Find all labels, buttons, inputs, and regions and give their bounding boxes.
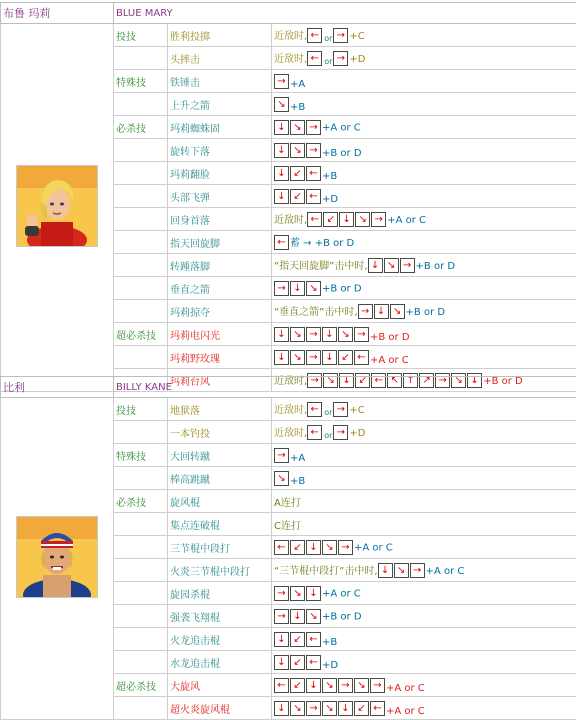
arrow-down-icon: ↓: [274, 120, 289, 135]
command-suffix: +A or C: [322, 588, 361, 599]
arrow-right-icon: →: [371, 212, 386, 227]
or-text: or: [324, 57, 332, 66]
billy-kane-portrait-icon: [17, 517, 97, 597]
arrow-down-icon: ↓: [339, 373, 354, 388]
arrow-right-icon: →: [306, 701, 321, 716]
arrow-right-icon: →: [333, 51, 348, 66]
arrow-down-icon: ↓: [306, 586, 321, 601]
character-header-row: [1, 377, 576, 398]
move-command: [272, 513, 576, 536]
arrow-down-left-icon: ↙: [355, 373, 370, 388]
or-text: or: [324, 408, 332, 417]
command-prefix: C连打: [274, 521, 301, 532]
move-command: [272, 208, 576, 231]
move-category: [114, 185, 168, 208]
arrow-down-icon: ↓: [290, 281, 305, 296]
move-category: 特殊技: [114, 70, 168, 93]
arrow-down-icon: ↓: [322, 350, 337, 365]
arrow-down-right-icon: ↘: [290, 586, 305, 601]
arrow-right-icon: →: [333, 28, 348, 43]
arrow-down-right-icon: ↘: [274, 97, 289, 112]
portrait-frame: [16, 165, 98, 247]
move-name: 棒高跳蹴: [168, 467, 272, 490]
command-suffix: +B: [322, 637, 337, 648]
portrait-frame: [16, 516, 98, 598]
move-command: [272, 231, 576, 254]
arrow-left-icon: ←: [274, 540, 289, 555]
move-name: 玛莉蜘蛛固: [168, 116, 272, 139]
command-suffix: +D: [322, 660, 338, 671]
character-name-en: BLUE MARY: [114, 3, 576, 24]
arrow-left-icon: ←: [306, 655, 321, 670]
move-name: 回身首落: [168, 208, 272, 231]
move-category: [114, 421, 168, 444]
command-suffix: +D: [349, 428, 365, 439]
arrow-up-left-icon: ↖: [387, 373, 402, 388]
arrow-down-icon: ↓: [290, 609, 305, 624]
move-name: 头部飞弹: [168, 185, 272, 208]
command-suffix: 蓄 → +B or D: [290, 238, 354, 249]
command-prefix: “指天回旋脚”击中时,: [274, 261, 368, 272]
arrow-down-left-icon: ↙: [354, 701, 369, 716]
arrow-down-right-icon: ↘: [290, 120, 305, 135]
or-text: or: [324, 431, 332, 440]
arrow-right-icon: →: [274, 448, 289, 463]
move-category: [114, 208, 168, 231]
arrow-left-icon: ←: [307, 28, 322, 43]
move-category: 必杀技: [114, 490, 168, 513]
arrow-down-right-icon: ↘: [323, 373, 338, 388]
blue-mary-portrait-icon: [17, 166, 97, 246]
arrow-down-icon: ↓: [306, 678, 321, 693]
command-suffix: +A: [290, 453, 305, 464]
move-name: 旋园杀棍: [168, 582, 272, 605]
move-name: 地狱落: [168, 398, 272, 421]
move-category: 特殊技: [114, 444, 168, 467]
arrow-down-right-icon: ↘: [322, 701, 337, 716]
arrow-down-icon: ↓: [339, 212, 354, 227]
move-name: 大旋风: [168, 674, 272, 697]
command-suffix: +B or D: [370, 332, 410, 343]
move-name: 垂直之箭: [168, 277, 272, 300]
command-suffix: +B or D: [322, 611, 362, 622]
arrow-right-icon: →: [370, 678, 385, 693]
move-category: 投技: [114, 24, 168, 47]
move-command: [272, 70, 576, 93]
arrow-down-right-icon: ↘: [290, 143, 305, 158]
arrow-left-icon: ←: [307, 51, 322, 66]
portrait-cell: [1, 398, 114, 720]
move-category: [114, 628, 168, 651]
command-prefix: A连打: [274, 498, 301, 509]
arrow-right-icon: →: [435, 373, 450, 388]
move-command: [272, 300, 576, 323]
move-command: [272, 651, 576, 674]
arrow-right-icon: →: [400, 258, 415, 273]
move-command: [272, 93, 576, 116]
move-command: [272, 582, 576, 605]
move-command: [272, 254, 576, 277]
arrow-down-icon: ↓: [274, 701, 289, 716]
move-category: [114, 139, 168, 162]
character-name-cn: 比利: [1, 377, 114, 398]
arrow-left-icon: ←: [306, 632, 321, 647]
arrow-down-icon: ↓: [306, 540, 321, 555]
arrow-down-right-icon: ↘: [322, 678, 337, 693]
move-category: [114, 277, 168, 300]
arrow-left-icon: ←: [370, 701, 385, 716]
arrow-right-icon: →: [338, 678, 353, 693]
move-command: [272, 185, 576, 208]
arrow-down-icon: ↓: [368, 258, 383, 273]
arrow-down-right-icon: ↘: [338, 327, 353, 342]
move-category: [114, 93, 168, 116]
or-text: or: [324, 34, 332, 43]
move-category: 超必杀技: [114, 674, 168, 697]
move-category: [114, 605, 168, 628]
arrow-down-icon: ↓: [274, 655, 289, 670]
arrow-left-icon: ←: [274, 235, 289, 250]
arrow-down-icon: ↓: [274, 327, 289, 342]
character-table-billy-kane: [0, 376, 576, 720]
arrow-down-left-icon: ↙: [338, 350, 353, 365]
command-suffix: +A or C: [386, 683, 425, 694]
arrow-down-icon: ↓: [274, 632, 289, 647]
arrow-left-icon: ←: [307, 212, 322, 227]
arrow-right-icon: →: [333, 402, 348, 417]
move-command: [272, 674, 576, 697]
move-name: 水龙追击棍: [168, 651, 272, 674]
arrow-right-icon: →: [358, 304, 373, 319]
move-name: 指天回旋脚: [168, 231, 272, 254]
command-suffix: +A or C: [387, 215, 426, 226]
command-suffix: +A or C: [386, 706, 425, 717]
command-suffix: +B: [290, 476, 305, 487]
move-category: 超必杀技: [114, 323, 168, 346]
command-prefix: 近敌时,: [274, 54, 307, 65]
move-name: 玛莉台风: [168, 369, 272, 392]
command-prefix: 近敌时,: [274, 215, 307, 226]
move-name: 玛莉野玫瑰: [168, 346, 272, 369]
arrow-left-icon: ←: [306, 166, 321, 181]
move-name: 火龙追击棍: [168, 628, 272, 651]
command-prefix: 近敌时,: [274, 31, 307, 42]
move-category: [114, 536, 168, 559]
command-suffix: +A or C: [370, 355, 409, 366]
arrow-down-right-icon: ↘: [354, 678, 369, 693]
arrow-right-icon: →: [354, 327, 369, 342]
move-name: 胜利投掷: [168, 24, 272, 47]
arrow-down-left-icon: ↙: [290, 189, 305, 204]
character-name-cn: 布鲁 玛莉: [1, 3, 114, 24]
arrow-down-left-icon: ↙: [290, 540, 305, 555]
move-command: [272, 536, 576, 559]
command-prefix: 近敌时,: [274, 428, 307, 439]
move-name: 玛莉电闪光: [168, 323, 272, 346]
move-category: [114, 697, 168, 720]
arrow-right-icon: →: [410, 563, 425, 578]
character-name-en: BILLY KANE: [114, 377, 576, 398]
move-command: [272, 346, 576, 369]
arrow-down-right-icon: ↘: [290, 327, 305, 342]
move-category: [114, 300, 168, 323]
move-name: 集点连破棍: [168, 513, 272, 536]
command-prefix: “垂直之箭”击中时,: [274, 307, 358, 318]
arrow-down-right-icon: ↘: [322, 540, 337, 555]
arrow-down-icon: ↓: [322, 327, 337, 342]
arrow-down-right-icon: ↘: [394, 563, 409, 578]
arrow-left-icon: ←: [371, 373, 386, 388]
move-command: [272, 444, 576, 467]
move-name: 火炎三节棍中段打: [168, 559, 272, 582]
move-command: [272, 139, 576, 162]
arrow-down-right-icon: ↘: [451, 373, 466, 388]
move-command: [272, 628, 576, 651]
arrow-left-icon: ←: [307, 425, 322, 440]
move-category: [114, 559, 168, 582]
move-name: 强袭飞翔棍: [168, 605, 272, 628]
arrow-right-icon: →: [274, 586, 289, 601]
command-suffix: +C: [349, 405, 364, 416]
command-suffix: +B or D: [322, 283, 362, 294]
arrow-down-left-icon: ↙: [290, 655, 305, 670]
move-command: [272, 697, 576, 720]
move-name: 玛莉翻脸: [168, 162, 272, 185]
move-category: 必杀技: [114, 116, 168, 139]
move-command: [272, 467, 576, 490]
move-category: [114, 47, 168, 70]
arrow-down-left-icon: ↙: [323, 212, 338, 227]
move-command: [272, 398, 576, 421]
move-category: [114, 162, 168, 185]
move-name: 旋风棍: [168, 490, 272, 513]
arrow-up-icon: ↑: [403, 373, 418, 388]
move-command: [272, 24, 576, 47]
move-name: 三节棍中段打: [168, 536, 272, 559]
move-category: [114, 582, 168, 605]
move-command: [272, 490, 576, 513]
move-name: 旋转下落: [168, 139, 272, 162]
move-name: 头摔击: [168, 47, 272, 70]
move-command: [272, 47, 576, 70]
move-command: [272, 559, 576, 582]
move-name: 大回转蹴: [168, 444, 272, 467]
arrow-right-icon: →: [306, 327, 321, 342]
command-suffix: +B: [322, 171, 337, 182]
arrow-right-icon: →: [306, 350, 321, 365]
command-suffix: +B or D: [416, 261, 456, 272]
arrow-down-right-icon: ↘: [384, 258, 399, 273]
move-category: [114, 467, 168, 490]
arrow-down-icon: ↓: [274, 189, 289, 204]
command-prefix: 近敌时,: [274, 405, 307, 416]
arrow-down-icon: ↓: [274, 166, 289, 181]
arrow-up-right-icon: ↗: [419, 373, 434, 388]
command-suffix: +B or D: [322, 148, 362, 159]
move-name: 铁锤击: [168, 70, 272, 93]
command-suffix: +A or C: [426, 566, 465, 577]
move-row: [1, 24, 576, 47]
command-suffix: +C: [349, 31, 364, 42]
move-category: [114, 231, 168, 254]
arrow-down-icon: ↓: [338, 701, 353, 716]
arrow-down-right-icon: ↘: [306, 609, 321, 624]
move-row: [1, 398, 576, 421]
arrow-down-icon: ↓: [378, 563, 393, 578]
move-name: 玛莉掠夺: [168, 300, 272, 323]
move-command: [272, 116, 576, 139]
arrow-down-icon: ↓: [467, 373, 482, 388]
arrow-down-icon: ↓: [374, 304, 389, 319]
arrow-down-icon: ↓: [274, 350, 289, 365]
command-suffix: +A: [290, 79, 305, 90]
portrait-cell: [1, 24, 114, 392]
arrow-right-icon: →: [307, 373, 322, 388]
command-suffix: +D: [322, 194, 338, 205]
arrow-right-icon: →: [274, 609, 289, 624]
command-prefix: 近敌时,: [274, 376, 307, 387]
move-command: [272, 277, 576, 300]
character-header-row: [1, 3, 576, 24]
arrow-down-left-icon: ↙: [290, 166, 305, 181]
move-name: 上升之箭: [168, 93, 272, 116]
arrow-down-right-icon: ↘: [290, 701, 305, 716]
arrow-down-icon: ↓: [274, 143, 289, 158]
command-suffix: +A or C: [322, 122, 361, 133]
arrow-down-left-icon: ↙: [290, 678, 305, 693]
arrow-down-right-icon: ↘: [274, 471, 289, 486]
command-suffix: +A or C: [354, 542, 393, 553]
move-name: 一本钓投: [168, 421, 272, 444]
move-command: [272, 605, 576, 628]
move-category: [114, 346, 168, 369]
command-suffix: +B or D: [483, 376, 523, 387]
command-suffix: +B: [290, 102, 305, 113]
move-category: [114, 651, 168, 674]
arrow-left-icon: ←: [306, 189, 321, 204]
move-name: 转踵落脚: [168, 254, 272, 277]
move-category: [114, 513, 168, 536]
arrow-down-right-icon: ↘: [306, 281, 321, 296]
arrow-down-right-icon: ↘: [355, 212, 370, 227]
arrow-down-right-icon: ↘: [390, 304, 405, 319]
arrow-left-icon: ←: [274, 678, 289, 693]
arrow-right-icon: →: [333, 425, 348, 440]
arrow-right-icon: →: [274, 74, 289, 89]
move-command: [272, 162, 576, 185]
move-name: 超火炎旋风棍: [168, 697, 272, 720]
arrow-right-icon: →: [274, 281, 289, 296]
arrow-down-left-icon: ↙: [290, 632, 305, 647]
arrow-left-icon: ←: [307, 402, 322, 417]
command-suffix: +D: [349, 54, 365, 65]
move-category: 投技: [114, 398, 168, 421]
character-table-blue-mary: [0, 2, 576, 392]
arrow-down-right-icon: ↘: [290, 350, 305, 365]
command-prefix: “三节棍中段打”击中时,: [274, 566, 378, 577]
move-category: [114, 254, 168, 277]
arrow-left-icon: ←: [354, 350, 369, 365]
move-command: [272, 421, 576, 444]
command-suffix: +B or D: [406, 307, 446, 318]
arrow-right-icon: →: [338, 540, 353, 555]
arrow-right-icon: →: [306, 120, 321, 135]
move-command: [272, 323, 576, 346]
arrow-right-icon: →: [306, 143, 321, 158]
